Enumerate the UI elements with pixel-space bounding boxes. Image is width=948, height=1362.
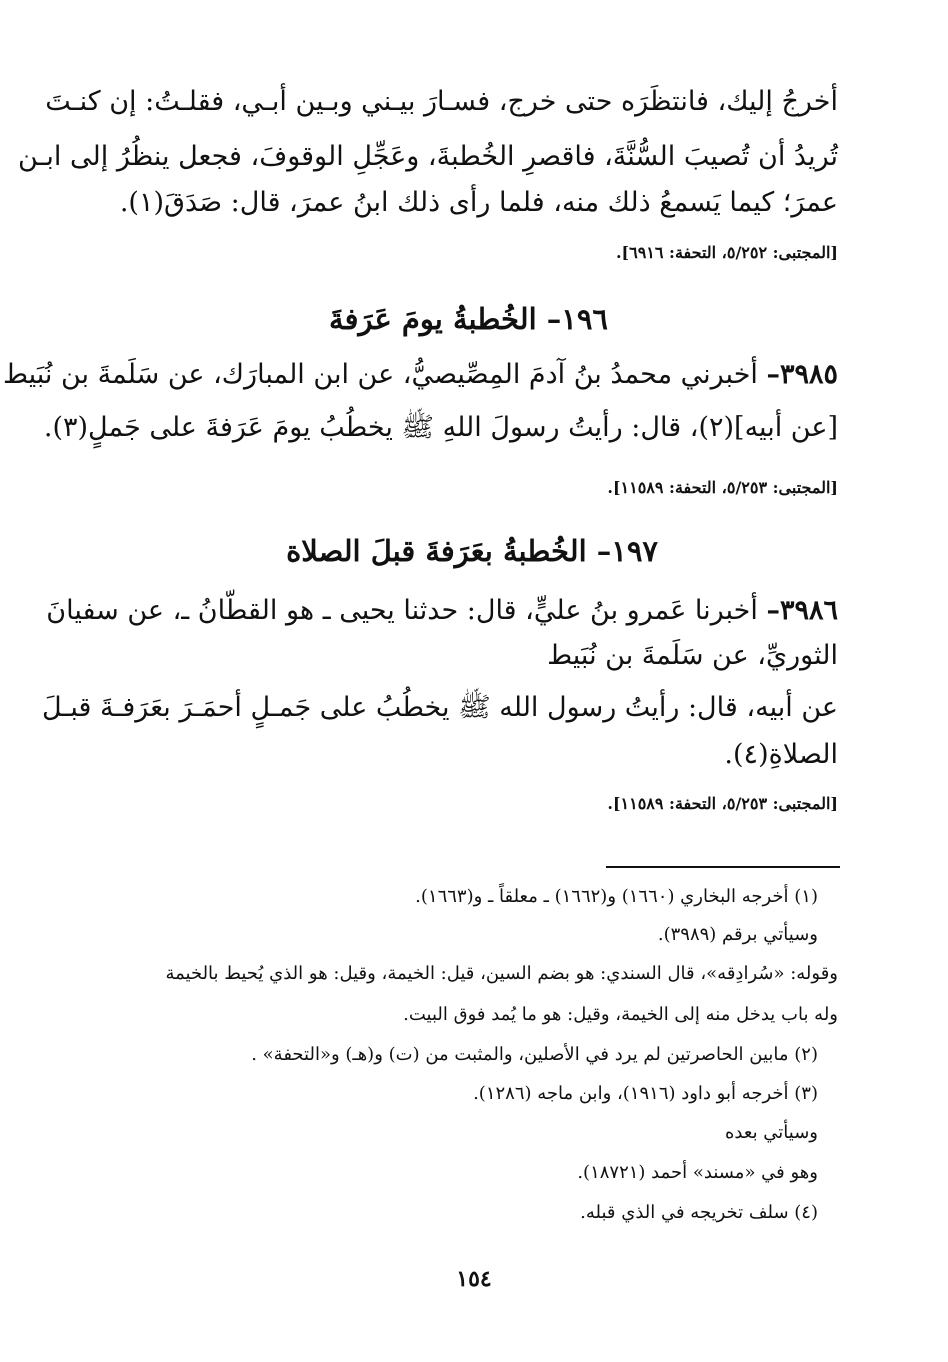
continuation-reference: [المجتبى: ٥/٢٥٢، التحفة: ٦٩١٦].	[615, 243, 838, 262]
continuation-line-1: أخرجُ إليك، فانتظَرَه حتى خرج، فسـارَ بيـني وبـين أبـي، فقلـتُ: إن كنـتَ	[45, 86, 838, 117]
continuation-line-2: تُريدُ أن تُصيبَ السُّنَّةَ، فاقصرِ الخُطبةَ، وعَجِّلِ الوقوفَ، فجعل ينظُرُ إلى ابـن	[17, 141, 838, 172]
hadith-3985-line-1	[3, 355, 838, 395]
footnote-2: (٢) مابين الحاصرتين لم يرد في الأصلين، والمثبت من (ت) و(هـ) و«التحفة» .	[251, 1044, 818, 1065]
hadith-3986-reference: [المجتبى: ٥/٢٥٣، التحفة: ١١٥٨٩].	[607, 794, 838, 813]
section-196-heading: ١٩٦– الخُطبةُ يومَ عَرَفةَ	[329, 302, 608, 336]
footnote-1-note-line-1: وقوله: «سُرادِقه»، قال السندي: هو بضم السين، قيل: الخيمة، وقيل: هو الذي يُحيط بالخيمة	[165, 963, 838, 984]
page-number: ١٥٤	[456, 1266, 492, 1292]
footnote-3-continuation-2: وهو في «مسند» أحمد (١٨٧٢١).	[577, 1162, 818, 1183]
footnote-4: (٤) سلف تخريجه في الذي قبله.	[580, 1202, 818, 1223]
footnote-1-note-line-2: وله باب يدخل منه إلى الخيمة، وقيل: هو ما يُمد فوق البيت.	[403, 1004, 838, 1025]
hadith-3985-line-2: [عن أبيه](٢)، قال: رأيتُ رسولَ اللهِ ﷺ يخطُبُ يومَ عَرَفةَ على جَملٍ(٣).	[43, 412, 838, 443]
hadith-3985-number: ٣٩٨٥–	[766, 359, 838, 390]
hadith-3985-reference: [المجتبى: ٥/٢٥٣، التحفة: ١١٥٨٩].	[607, 478, 838, 497]
hadith-3986-line-1	[46, 591, 838, 631]
footnote-1: (١) أخرجه البخاري (١٦٦٠) و(١٦٦٢) ـ معلقاً ـ و(١٦٦٣).	[415, 886, 818, 907]
footnote-separator	[606, 866, 840, 868]
footnote-3-continuation-1: وسيأتي بعده	[725, 1122, 818, 1143]
hadith-3986-text-1: أخبرنا عَمرو بنُ عليٍّ، قال: حدثنا يحيى ـ هو القطّانُ ـ، عن سفيانَ	[46, 595, 758, 626]
hadith-3986-number: ٣٩٨٦–	[766, 595, 838, 626]
footnote-3: (٣) أخرجه أبو داود (١٩١٦)، وابن ماجه (١٢٨٦).	[473, 1083, 818, 1104]
hadith-3986-line-4: الصلاةِ(٤).	[724, 739, 838, 770]
continuation-line-3: عمرَ؛ كيما يَسمعُ ذلك منه، فلما رأى ذلك ابنُ عمرَ، قال: صَدَقَ(١).	[119, 187, 838, 218]
hadith-3986-line-3: عن أبيه، قال: رأيتُ رسول الله ﷺ يخطُبُ على جَمـلٍ أحمَـرَ بعَرَفـةَ قبـلَ	[42, 692, 838, 723]
hadith-3986-line-2: الثوريِّ، عن سَلَمةَ بن نُبَيط	[547, 640, 838, 671]
hadith-3985-text-1: أخبرني محمدُ بنُ آدمَ المِصِّيصيُّ، عن ابن المبارَك، عن سَلَمةَ بن نُبَيط	[2, 359, 758, 390]
footnote-1-continuation: وسيأتي برقم (٣٩٨٩).	[657, 924, 818, 945]
section-197-heading: ١٩٧– الخُطبةُ بعَرَفةَ قبلَ الصلاة	[286, 534, 658, 568]
